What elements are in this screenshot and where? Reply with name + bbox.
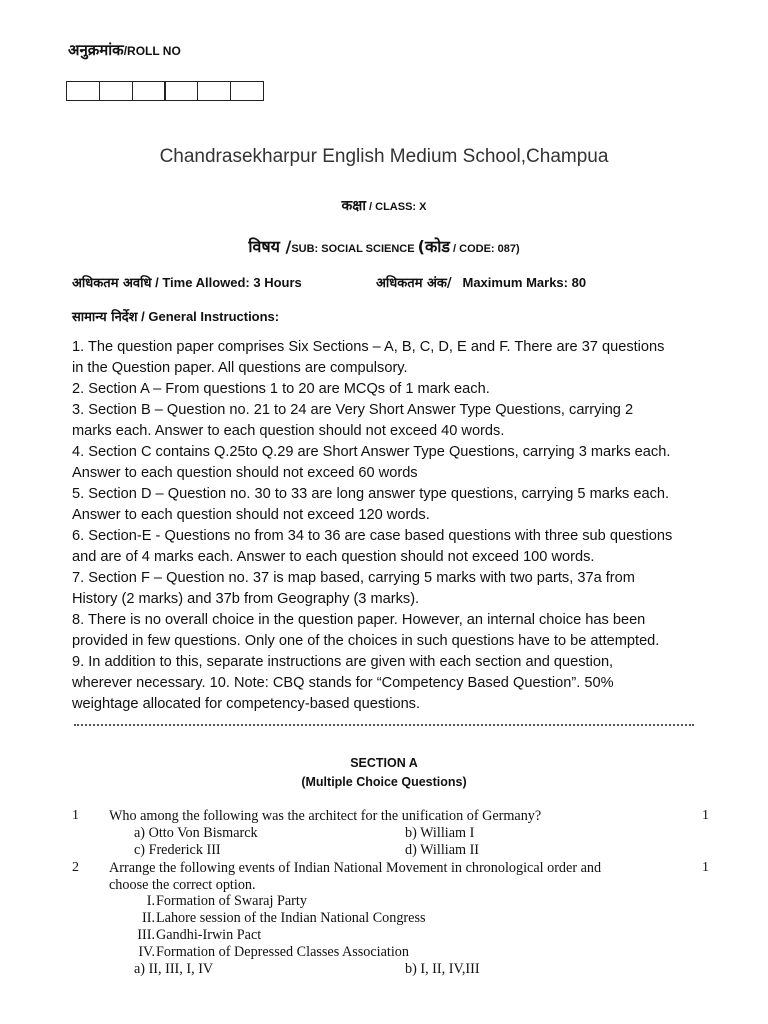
- instruction-line: 9. In addition to this, separate instructions are given with each section and question,: [72, 654, 614, 670]
- time-label-english: / Time Allowed: 3 Hours: [151, 275, 302, 290]
- roll-box[interactable]: [66, 81, 100, 101]
- instruction-line: Answer to each question should not exceed 120 words.: [72, 507, 430, 523]
- subject-line: [0, 235, 768, 257]
- roll-label-english: /ROLL NO: [123, 44, 181, 58]
- code-label-english: / CODE: 087): [449, 243, 520, 255]
- instruction-line: History (2 marks) and 37b from Geography (3 marks).: [72, 591, 420, 607]
- instruction-line: provided in few questions. Only one of the choices in such questions have to be attempted.: [72, 633, 660, 649]
- instruction-line: 5. Section D – Question no. 30 to 33 are long answer type questions, carrying 5 marks each.: [72, 486, 670, 502]
- event-numeral: I.: [146, 893, 155, 909]
- class-label-hindi: कक्षा: [341, 198, 366, 214]
- gi-label-hindi: सामान्य निर्देश: [72, 310, 138, 325]
- instruction-line: 4. Section C contains Q.25to Q.29 are Short Answer Type Questions, carrying 3 marks each.: [72, 444, 671, 460]
- section-heading: [0, 754, 768, 792]
- question-1-option-a[interactable]: a) Otto Von Bismarck: [134, 825, 258, 841]
- question-2-marks: 1: [702, 860, 709, 875]
- question-2-number: 2: [72, 860, 79, 875]
- event-text: Lahore session of the Indian National Congress: [156, 910, 426, 926]
- event-numeral: III.: [137, 927, 155, 943]
- school-name: Chandrasekharpur English Medium School,Champua: [159, 146, 609, 167]
- event-numeral: IV.: [138, 944, 155, 960]
- instruction-line: Answer to each question should not exceed 60 words: [72, 465, 418, 481]
- instruction-line: 2. Section A – From questions 1 to 20 are MCQs of 1 mark each.: [72, 381, 490, 397]
- question-1-option-b[interactable]: b) William I: [405, 825, 475, 841]
- instruction-line: 8. There is no overall choice in the question paper. However, an internal choice has been: [72, 612, 646, 628]
- section-subtitle: (Multiple Choice Questions): [301, 775, 467, 789]
- class-line: [0, 196, 768, 215]
- roll-box[interactable]: [197, 81, 231, 101]
- subject-label-hindi: विषय /: [248, 237, 292, 256]
- question-1-marks: 1: [702, 808, 709, 823]
- instruction-line: 3. Section B – Question no. 21 to 24 are Very Short Answer Type Questions, carrying 2: [72, 402, 634, 418]
- roll-number-boxes: [66, 81, 264, 101]
- question-1-number: 1: [72, 808, 79, 823]
- marks-label-english: Maximum Marks: 80: [462, 275, 587, 290]
- question-2-option-a[interactable]: a) II, III, I, IV: [134, 961, 214, 977]
- question-2-text-line-1: Arrange the following events of Indian National Movement in chronological order and: [109, 860, 602, 876]
- event-text: Gandhi-Irwin Pact: [156, 927, 262, 943]
- subject-label-english: SUB: SOCIAL SCIENCE: [291, 243, 415, 255]
- event-text: Formation of Depressed Classes Association: [156, 944, 409, 960]
- roll-box[interactable]: [164, 81, 198, 101]
- roll-box[interactable]: [230, 81, 264, 101]
- question-1-text: Who among the following was the architect for the unification of Germany?: [109, 808, 542, 824]
- roll-box[interactable]: [99, 81, 133, 101]
- instruction-line: in the Question paper. All questions are compulsory.: [72, 360, 408, 376]
- question-1-option-d[interactable]: d) William II: [405, 842, 480, 858]
- instruction-line: and are of 4 marks each. Answer to each question should not exceed 100 words.: [72, 549, 595, 565]
- event-numeral: II.: [142, 910, 155, 926]
- marks-label-hindi: अधिकतम अंक/: [376, 276, 452, 291]
- section-title: SECTION A: [350, 756, 418, 770]
- instruction-line: 7. Section F – Question no. 37 is map based, carrying 5 marks with two parts, 37a from: [72, 570, 635, 586]
- roll-box[interactable]: [132, 81, 166, 101]
- general-instructions-heading: [72, 307, 279, 325]
- instruction-line: 1. The question paper comprises Six Sections – A, B, C, D, E and F. There are 37 questions: [72, 339, 665, 355]
- instruction-line: 6. Section-E - Questions no from 34 to 36 are case based questions with three sub questions: [72, 528, 673, 544]
- roll-label-hindi: अनुक्रमांक: [68, 41, 124, 59]
- roll-number-label: [68, 40, 181, 60]
- question-2-option-b[interactable]: b) I, II, IV,III: [405, 961, 480, 977]
- instructions-list: [72, 337, 722, 715]
- gi-label-english: / General Instructions:: [137, 309, 280, 324]
- code-label-hindi: (कोड: [417, 237, 450, 256]
- maximum-marks: [376, 273, 586, 291]
- instruction-line: weightage allocated for competency-based questions.: [72, 696, 421, 712]
- instruction-line: marks each. Answer to each question should not exceed 40 words.: [72, 423, 505, 439]
- question-2-text-line-2: choose the correct option.: [109, 877, 256, 893]
- instruction-line: wherever necessary. 10. Note: CBQ stands for “Competency Based Question”. 50%: [72, 675, 614, 691]
- class-label-english: / CLASS: X: [365, 201, 427, 213]
- dotted-separator: [74, 714, 694, 726]
- time-allowed: [72, 273, 302, 291]
- question-1-option-c[interactable]: c) Frederick III: [134, 842, 221, 858]
- event-text: Formation of Swaraj Party: [156, 893, 307, 909]
- time-label-hindi: अधिकतम अवधि: [72, 276, 152, 291]
